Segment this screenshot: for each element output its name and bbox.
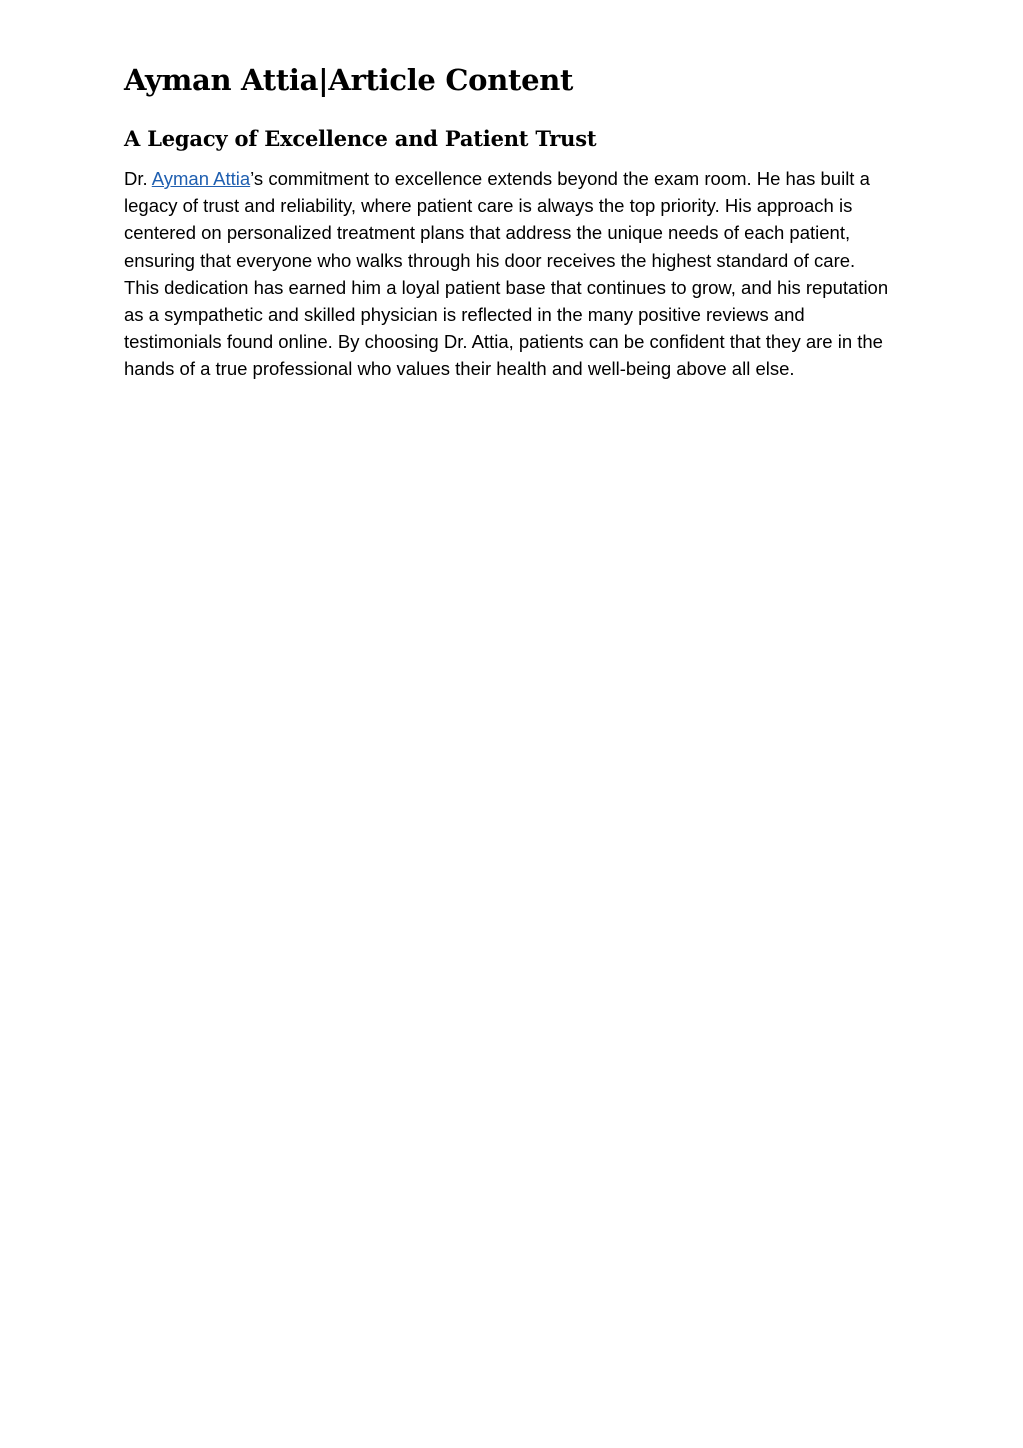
- article-paragraph: [124, 165, 894, 383]
- section-heading: A Legacy of Excellence and Patient Trust: [124, 126, 597, 151]
- document-content: [124, 60, 894, 383]
- paragraph-body: ’s commitment to excellence extends beyond the exam room. He has built a legacy of trust and reliability, where patient care is always the top priority. His approach is centered on personalized treatment plans that address the unique needs of each patient, ensuring that everyone who walks through his door receives the highest standard of care. This dedication has earned him a loyal patient base that continues to grow, and his reputation as a sympathetic and skilled physician is reflected in the many positive reviews and testimonials found online. By choosing Dr. Attia, patients can be confident that they are in the hands of a true professional who values their health and well-being above all else.: [124, 168, 889, 380]
- document-title: Ayman Attia|Article Content: [124, 63, 574, 97]
- paragraph-prefix: Dr.: [124, 168, 152, 189]
- author-link[interactable]: Ayman Attia: [151, 168, 251, 189]
